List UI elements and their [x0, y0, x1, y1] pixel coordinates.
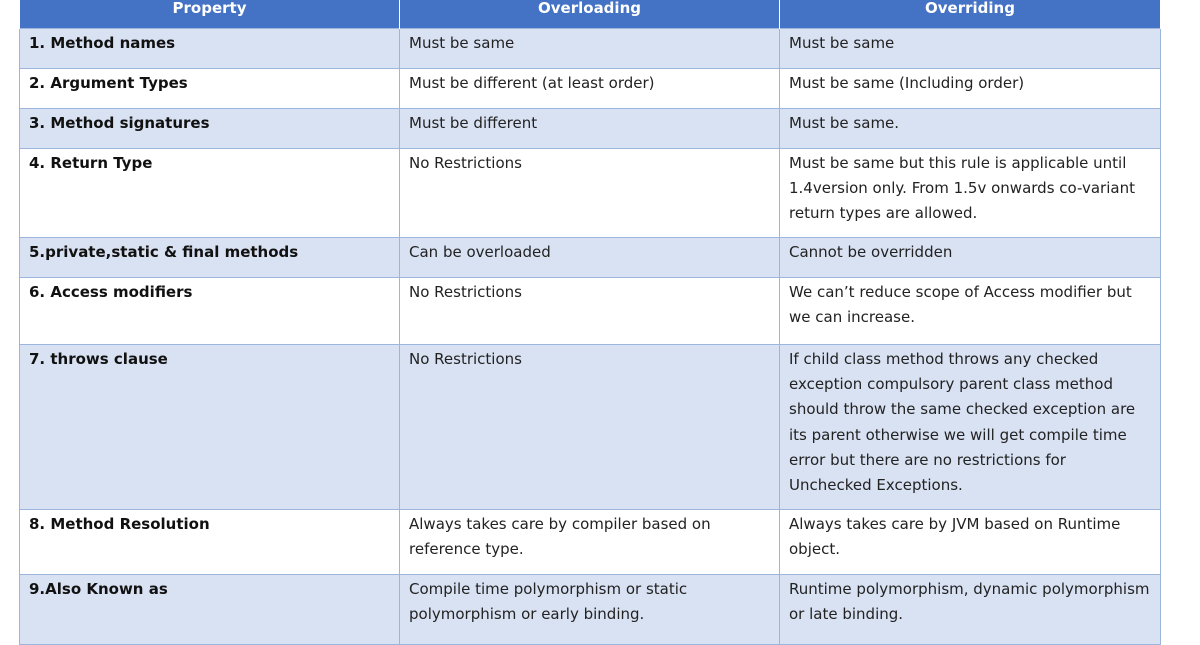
property-cell: 7. throws clause — [20, 345, 400, 510]
overloading-cell: Must be different (at least order) — [400, 69, 780, 109]
property-cell: 9.Also Known as — [20, 575, 400, 645]
overloading-cell: Always takes care by compiler based on reference type. — [400, 510, 780, 575]
overriding-cell: Cannot be overridden — [780, 238, 1161, 278]
table-row — [20, 575, 1161, 645]
header-overriding: Overriding — [780, 0, 1161, 29]
overriding-cell: Runtime polymorphism, dynamic polymorphism or late binding. — [780, 575, 1161, 645]
comparison-table — [19, 0, 1161, 645]
overloading-cell: No Restrictions — [400, 278, 780, 345]
property-cell: 4. Return Type — [20, 149, 400, 238]
table-row — [20, 149, 1161, 238]
property-cell: 8. Method Resolution — [20, 510, 400, 575]
property-cell: 6. Access modifiers — [20, 278, 400, 345]
overloading-cell: Must be same — [400, 29, 780, 69]
overriding-cell: Must be same. — [780, 109, 1161, 149]
table-row — [20, 29, 1161, 69]
property-cell: 3. Method signatures — [20, 109, 400, 149]
table-row — [20, 278, 1161, 345]
property-cell: 2. Argument Types — [20, 69, 400, 109]
header-overloading: Overloading — [400, 0, 780, 29]
overloading-cell: Can be overloaded — [400, 238, 780, 278]
overloading-cell: Compile time polymorphism or static polymorphism or early binding. — [400, 575, 780, 645]
comparison-table-container — [19, 0, 1160, 645]
overriding-cell: Must be same — [780, 29, 1161, 69]
table-row — [20, 510, 1161, 575]
property-cell: 5.private,static & final methods — [20, 238, 400, 278]
overriding-cell: Always takes care by JVM based on Runtime object. — [780, 510, 1161, 575]
overloading-cell: No Restrictions — [400, 149, 780, 238]
overriding-cell: Must be same (Including order) — [780, 69, 1161, 109]
header-row — [20, 0, 1161, 29]
table-row — [20, 109, 1161, 149]
overloading-cell: Must be different — [400, 109, 780, 149]
header-property: Property — [20, 0, 400, 29]
table-row — [20, 345, 1161, 510]
overriding-cell: We can’t reduce scope of Access modifier but we can increase. — [780, 278, 1161, 345]
overriding-cell: Must be same but this rule is applicable until 1.4version only. From 1.5v onwards co-variant return types are allowed. — [780, 149, 1161, 238]
overriding-cell: If child class method throws any checked exception compulsory parent class method should throw the same checked exception are its parent otherwise we will get compile time error but there are no restrictions for Unchecked Exceptions. — [780, 345, 1161, 510]
table-row — [20, 69, 1161, 109]
table-row — [20, 238, 1161, 278]
property-cell: 1. Method names — [20, 29, 400, 69]
overloading-cell: No Restrictions — [400, 345, 780, 510]
